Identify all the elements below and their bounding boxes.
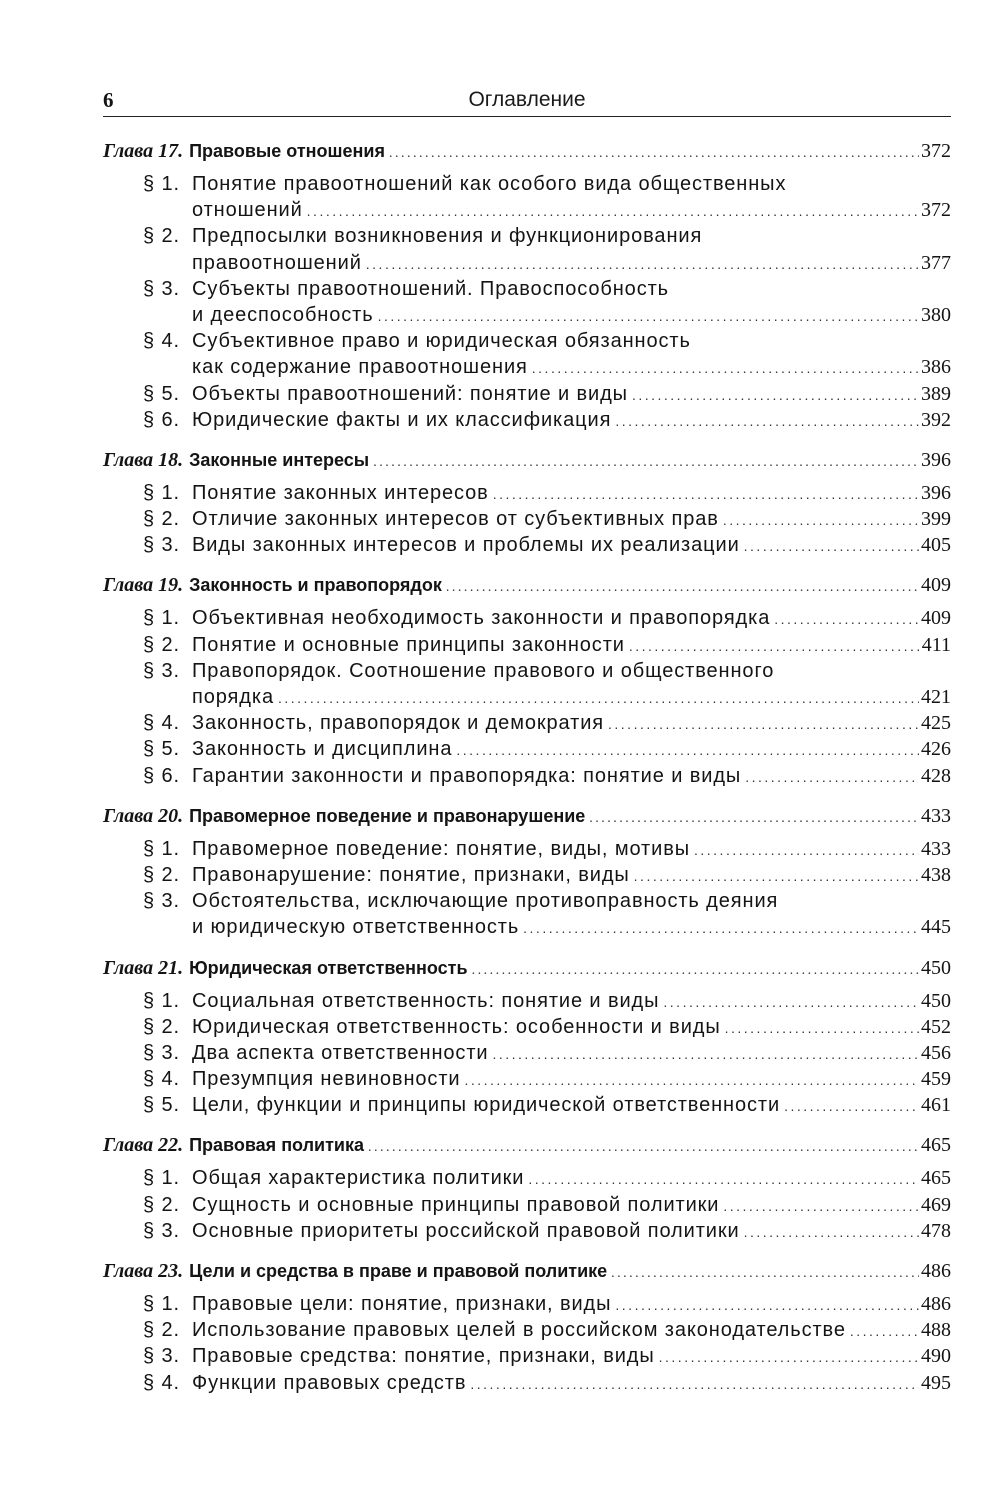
- section-title-text: Юридические факты и их классификация: [192, 408, 612, 431]
- section-page-number: 392: [921, 408, 951, 431]
- section-line: [103, 1094, 951, 1120]
- chapter-label: Глава 17.: [103, 140, 184, 162]
- dot-leader: [378, 308, 919, 324]
- dot-leader: [589, 811, 919, 827]
- dot-leader: [470, 1376, 919, 1392]
- section-title: [192, 660, 951, 683]
- section-page-number: 377: [921, 251, 951, 274]
- chapter-heading-line: [103, 1260, 951, 1283]
- dot-leader: [723, 1198, 919, 1214]
- section-page-number: 488: [921, 1319, 951, 1342]
- section-number: § 3.: [143, 1219, 180, 1242]
- section-page-number: 426: [921, 738, 951, 761]
- section-title: [192, 765, 951, 788]
- dot-leader: [615, 413, 919, 429]
- section-page-number: 433: [921, 837, 951, 860]
- section-title-text: как содержание правоотношения: [192, 356, 528, 379]
- section-number: § 6.: [143, 764, 180, 787]
- dot-leader: [850, 1323, 919, 1339]
- section-page-number: 450: [921, 989, 951, 1012]
- dot-leader: [632, 387, 919, 403]
- section-line: [103, 482, 951, 508]
- section-title: [192, 304, 951, 327]
- section-title: [192, 1094, 951, 1117]
- section-title: [192, 252, 951, 275]
- chapter-title: Юридическая ответственность: [189, 957, 468, 978]
- section-title-text: Виды законных интересов и проблемы их реализации: [192, 534, 740, 557]
- section-line: [103, 634, 951, 660]
- section-line: [103, 225, 951, 251]
- chapter-heading-line: [103, 574, 951, 597]
- section-title-text: Гарантии законности и правопорядка: понятие и виды: [192, 764, 742, 787]
- section-line: [103, 409, 951, 435]
- section-title: [192, 199, 951, 222]
- section-title-text: Понятие и основные принципы законности: [192, 633, 625, 656]
- chapter-page-number: 486: [921, 1260, 951, 1282]
- dot-leader: [493, 486, 919, 502]
- section-number: § 2.: [143, 1319, 180, 1342]
- section-number: § 3.: [143, 890, 180, 913]
- section-title: [192, 383, 951, 406]
- section-line: [103, 1345, 951, 1371]
- dot-leader: [694, 842, 919, 858]
- section-title: [192, 1042, 951, 1065]
- section-page-number: 372: [921, 199, 951, 222]
- section-title-text: Два аспекта ответственности: [192, 1041, 489, 1064]
- dot-leader: [629, 638, 920, 654]
- section-title: [192, 1345, 951, 1368]
- chapter-label: Глава 23.: [103, 1260, 184, 1282]
- section-number: § 2.: [143, 225, 180, 248]
- section-line: [103, 738, 951, 764]
- chapter-page-number: 433: [921, 804, 951, 827]
- section-number: § 6.: [143, 408, 180, 431]
- section-line: [103, 712, 951, 738]
- section-number: § 3.: [143, 1041, 180, 1064]
- section-title-text: Субъекты правоотношений. Правоспособность: [192, 277, 669, 300]
- section-line: [103, 1319, 951, 1345]
- section-page-number: 465: [921, 1167, 951, 1190]
- section-title: [192, 838, 951, 861]
- section-page-number: 452: [921, 1015, 951, 1038]
- section-number: § 2.: [143, 508, 180, 531]
- section-page-number: 396: [921, 481, 951, 504]
- chapter-label: Глава 22.: [103, 1134, 184, 1157]
- section-title-text: Обстоятельства, исключающие противоправность деяния: [192, 890, 779, 913]
- toc-chapter: [103, 1260, 951, 1287]
- section-page-number: 411: [921, 633, 951, 656]
- section-page-number: 425: [921, 712, 951, 735]
- section-line: [103, 990, 951, 1016]
- chapter-heading-line: [103, 957, 951, 980]
- section-line: [103, 199, 951, 225]
- section-page-number: 469: [921, 1193, 951, 1216]
- running-title: Оглавление: [468, 88, 586, 111]
- section-line: [103, 508, 951, 534]
- toc-chapter: [103, 449, 951, 476]
- dot-leader: [528, 1171, 919, 1187]
- toc-chapter: [103, 957, 951, 984]
- dot-leader: [634, 868, 919, 884]
- section-title-text: Объекты правоотношений: понятие и виды: [192, 382, 628, 405]
- chapter-sections: [103, 607, 951, 790]
- section-number: § 3.: [143, 277, 180, 300]
- section-title: [192, 409, 951, 432]
- section-line: [103, 278, 951, 304]
- section-number: § 3.: [143, 1345, 180, 1368]
- section-title-text: Правовые цели: понятие, признаки, виды: [192, 1293, 612, 1315]
- section-number: § 3.: [143, 659, 180, 682]
- section-line: [103, 838, 951, 864]
- section-title: [192, 916, 951, 939]
- section-line: [103, 1167, 951, 1193]
- section-title-text: Правонарушение: понятие, признаки, виды: [192, 863, 630, 886]
- section-title-text: Правомерное поведение: понятие, виды, мотивы: [192, 837, 690, 860]
- section-title: [192, 278, 951, 301]
- section-number: § 2.: [143, 633, 180, 656]
- section-title: [192, 1194, 951, 1217]
- section-title-text: Общая характеристика политики: [192, 1167, 525, 1190]
- section-page-number: 399: [921, 508, 951, 531]
- running-header: [103, 84, 951, 117]
- section-number: § 2.: [143, 1015, 180, 1038]
- section-line: [103, 1293, 951, 1319]
- section-title-text: Субъективное право и юридическая обязанность: [192, 330, 691, 353]
- section-page-number: 478: [921, 1219, 951, 1242]
- section-line: [103, 330, 951, 356]
- section-title-text: отношений: [192, 199, 303, 222]
- section-title-text: Понятие правоотношений как особого вида общественных: [192, 173, 787, 195]
- chapter-sections: [103, 173, 951, 435]
- section-line: [103, 1372, 951, 1398]
- dot-leader: [366, 256, 919, 272]
- dot-leader: [523, 920, 919, 936]
- section-number: § 1.: [143, 607, 180, 630]
- section-page-number: 445: [921, 916, 951, 939]
- chapter-label: Глава 18.: [103, 448, 184, 471]
- section-number: § 5.: [143, 738, 180, 761]
- section-number: § 4.: [143, 330, 180, 353]
- section-line: [103, 356, 951, 382]
- section-line: [103, 765, 951, 791]
- section-number: § 2.: [143, 863, 180, 886]
- section-title-text: Законность и дисциплина: [192, 738, 453, 761]
- chapter-label: Глава 21.: [103, 956, 184, 979]
- section-title-text: Презумпция невиновности: [192, 1068, 461, 1091]
- section-page-number: 389: [921, 382, 951, 405]
- section-number: § 3.: [143, 534, 180, 557]
- section-number: § 1.: [143, 481, 180, 504]
- section-page-number: 380: [921, 303, 951, 326]
- chapter-sections: [103, 482, 951, 561]
- section-number: § 1.: [143, 173, 180, 195]
- section-title-text: Правопорядок. Соотношение правового и общественного: [192, 659, 775, 682]
- section-page-number: 486: [921, 1293, 951, 1315]
- chapter-heading-line: [103, 805, 951, 828]
- section-line: [103, 252, 951, 278]
- dot-leader: [615, 1297, 919, 1313]
- dot-leader: [492, 1046, 919, 1062]
- dot-leader: [745, 769, 919, 785]
- chapter-label: Глава 19.: [103, 574, 184, 597]
- section-page-number: 456: [921, 1041, 951, 1064]
- section-number: § 1.: [143, 989, 180, 1012]
- dot-leader: [774, 611, 919, 627]
- section-page-number: 461: [921, 1094, 951, 1117]
- table-of-contents: [103, 140, 951, 1398]
- section-line: [103, 304, 951, 330]
- toc-chapter: [103, 574, 951, 601]
- dot-leader: [532, 360, 919, 376]
- section-line: [103, 660, 951, 686]
- dot-leader: [611, 1266, 919, 1282]
- dot-leader: [723, 512, 919, 528]
- chapter-heading-line: [103, 1134, 951, 1157]
- chapter-sections: [103, 838, 951, 943]
- section-title-text: Законность, правопорядок и демократия: [192, 712, 605, 735]
- chapter-sections: [103, 1293, 951, 1398]
- section-title: [192, 1319, 951, 1342]
- section-title: [192, 508, 951, 531]
- section-title: [192, 712, 951, 735]
- page-number: 6: [103, 88, 114, 112]
- section-title-text: и дееспособность: [192, 303, 374, 326]
- section-title-text: Правовые средства: понятие, признаки, виды: [192, 1345, 655, 1368]
- section-number: § 1.: [143, 1293, 180, 1315]
- section-page-number: 438: [921, 863, 951, 886]
- dot-leader: [472, 963, 919, 979]
- section-title-text: Понятие законных интересов: [192, 481, 489, 504]
- section-title: [192, 173, 951, 196]
- chapter-page-number: 396: [921, 448, 951, 471]
- section-page-number: 428: [921, 764, 951, 787]
- section-page-number: 386: [921, 356, 951, 379]
- dot-leader: [368, 1140, 919, 1156]
- toc-chapter: [103, 805, 951, 832]
- chapter-heading-line: [103, 449, 951, 472]
- section-title: [192, 1068, 951, 1091]
- section-page-number: 409: [921, 607, 951, 630]
- section-number: § 4.: [143, 1371, 180, 1394]
- section-page-number: 405: [921, 534, 951, 557]
- chapter-title: Цели и средства в праве и правовой политике: [189, 1261, 608, 1281]
- dot-leader: [608, 716, 919, 732]
- section-title: [192, 864, 951, 887]
- section-title-text: Объективная необходимость законности и правопорядка: [192, 607, 771, 630]
- chapter-heading-line: [103, 140, 951, 163]
- section-title: [192, 330, 951, 353]
- chapter-page-number: 372: [921, 140, 951, 162]
- section-line: [103, 1194, 951, 1220]
- chapter-label: Глава 20.: [103, 804, 184, 827]
- section-line: [103, 1016, 951, 1042]
- section-title-text: Сущность и основные принципы правовой политики: [192, 1193, 720, 1216]
- chapter-page-number: 409: [921, 574, 951, 597]
- chapter-sections: [103, 990, 951, 1121]
- section-number: § 4.: [143, 712, 180, 735]
- section-title-text: Отличие законных интересов от субъективных прав: [192, 508, 719, 531]
- dot-leader: [373, 455, 919, 471]
- section-title: [192, 225, 951, 248]
- toc-chapter: [103, 1134, 951, 1161]
- section-number: § 1.: [143, 837, 180, 860]
- section-title: [192, 738, 951, 761]
- section-line: [103, 864, 951, 890]
- section-title: [192, 482, 951, 505]
- section-number: § 2.: [143, 1193, 180, 1216]
- section-page-number: 459: [921, 1068, 951, 1091]
- section-line: [103, 383, 951, 409]
- section-title: [192, 634, 951, 657]
- dot-leader: [659, 1349, 919, 1365]
- section-line: [103, 890, 951, 916]
- section-title-text: Функции правовых средств: [192, 1371, 467, 1394]
- dot-leader: [278, 690, 919, 706]
- section-number: § 5.: [143, 382, 180, 405]
- section-title-text: Использование правовых целей в российском законодательстве: [192, 1319, 846, 1342]
- chapter-page-number: 450: [921, 956, 951, 979]
- dot-leader: [446, 580, 919, 596]
- dot-leader: [744, 538, 919, 554]
- section-title: [192, 534, 951, 557]
- section-title-text: Предпосылки возникновения и функционирования: [192, 225, 703, 248]
- section-line: [103, 534, 951, 560]
- section-title: [192, 1016, 951, 1039]
- dot-leader: [744, 1224, 919, 1240]
- chapter-sections: [103, 1167, 951, 1246]
- section-title: [192, 1167, 951, 1190]
- section-title: [192, 607, 951, 630]
- chapter-title: Законные интересы: [189, 449, 370, 470]
- section-title-text: Юридическая ответственность: особенности и виды: [192, 1015, 721, 1038]
- section-title-text: и юридическую ответственность: [192, 916, 520, 939]
- section-title: [192, 686, 951, 709]
- section-title-text: правоотношений: [192, 251, 362, 274]
- section-page-number: 495: [921, 1371, 951, 1394]
- dot-leader: [725, 1020, 919, 1036]
- chapter-title: Правовая политика: [189, 1135, 365, 1156]
- section-line: [103, 1220, 951, 1246]
- section-title-text: Цели, функции и принципы юридической ответственности: [192, 1094, 781, 1117]
- dot-leader: [389, 146, 919, 162]
- section-number: § 1.: [143, 1167, 180, 1190]
- section-number: § 5.: [143, 1094, 180, 1117]
- dot-leader: [663, 994, 919, 1010]
- section-title: [192, 1220, 951, 1243]
- section-title: [192, 1372, 951, 1395]
- dot-leader: [784, 1098, 919, 1114]
- section-page-number: 490: [921, 1345, 951, 1368]
- dot-leader: [464, 1072, 919, 1088]
- toc-chapter: [103, 140, 951, 167]
- section-title: [192, 990, 951, 1013]
- section-line: [103, 916, 951, 942]
- section-title: [192, 1293, 951, 1316]
- section-line: [103, 173, 951, 199]
- dot-leader: [307, 203, 919, 219]
- section-page-number: 421: [921, 686, 951, 708]
- section-title: [192, 890, 951, 913]
- section-title-text: Социальная ответственность: понятие и виды: [192, 989, 660, 1012]
- chapter-title: Законность и правопорядок: [189, 575, 442, 596]
- section-title: [192, 356, 951, 379]
- dot-leader: [456, 742, 919, 758]
- section-line: [103, 1042, 951, 1068]
- chapter-page-number: 465: [921, 1134, 951, 1157]
- section-line: [103, 1068, 951, 1094]
- section-title-text: Основные приоритеты российской правовой политики: [192, 1219, 740, 1242]
- section-title-text: порядка: [192, 686, 274, 708]
- section-line: [103, 607, 951, 633]
- section-number: § 4.: [143, 1068, 180, 1091]
- section-line: [103, 686, 951, 712]
- chapter-title: Правомерное поведение и правонарушение: [189, 805, 586, 826]
- chapter-title: Правовые отношения: [189, 141, 385, 161]
